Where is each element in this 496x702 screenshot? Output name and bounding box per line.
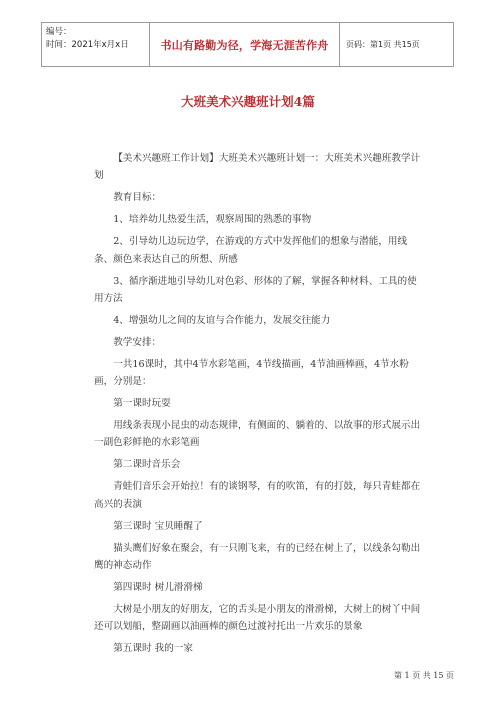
lesson-heading: 第二课时音乐会 [113, 459, 181, 471]
header-meta-cell [42, 23, 150, 67]
lesson-description: 用线条表现小昆虫的动态规律，有侧面的、躺着的、以故事的形式展示出一副色彩鲜艳的水彩笔画 [94, 420, 421, 449]
section-heading-schedule: 教学安排： [113, 336, 162, 348]
lesson-heading: 第三课时 宝贝睡醒了 [113, 520, 203, 532]
lesson-heading: 第四课时 树儿滑滑梯 [113, 581, 203, 593]
header-page-info: 页码：第1页 共15页 [340, 23, 454, 67]
page-footer: 第 1 页 共 15 页 [394, 671, 454, 680]
intro-paragraph: 【美术兴趣班工作计划】大班美术兴趣班计划一：大班美术兴趣班教学计划 [94, 153, 421, 182]
goal-item: 2、引导幼儿边玩边学，在游戏的方式中发挥他们的想象与潜能，用线条、颜色来表达自己的所想、所感 [94, 236, 408, 265]
goal-item: 4、增强幼儿之间的友谊与合作能力，发展交往能力 [113, 314, 331, 326]
section-heading-goals: 教育目标： [113, 192, 162, 204]
lesson-description: 大树是小朋友的好朋友，它的舌头是小朋友的滑滑梯，大树上的树丫中间还可以划船，整副画以油画棒的颜色过渡衬托出一片欢乐的景象 [94, 603, 421, 633]
goal-item: 1、培养幼儿热爱生活，观察周围的熟悉的事物 [113, 214, 312, 226]
goal-item: 3、循序渐进地引导幼儿对色彩、形体的了解，掌握各种材料、工具的使用方法 [94, 275, 417, 304]
lesson-description: 猫头鹰们好象在聚会，有一只刚飞来，有的已经在树上了，以线条勾勒出鹰的神态动作 [94, 542, 421, 571]
document-title: 大班美术兴趣班计划4篇 [181, 94, 315, 109]
header-table [41, 22, 454, 67]
document-body [94, 150, 424, 662]
lesson-description: 青蛙们音乐会开始拉！有的谈钢琴，有的吹笛，有的打鼓，每只青蛙都在高兴的表演 [94, 481, 421, 510]
header-motto: 书山有路勤为径，学海无涯苦作舟 [150, 23, 340, 67]
document-number-label: 编号： [46, 27, 72, 37]
schedule-summary: 一共16课时，其中4节水彩笔画，4节线描画，4节油画棒画，4节水粉画，分别是： [94, 358, 409, 388]
document-time: 时间：2021年x月x日 [46, 40, 129, 50]
lesson-heading: 第五课时 我的一家 [113, 643, 193, 655]
lesson-heading: 第一课时玩耍 [113, 398, 171, 410]
